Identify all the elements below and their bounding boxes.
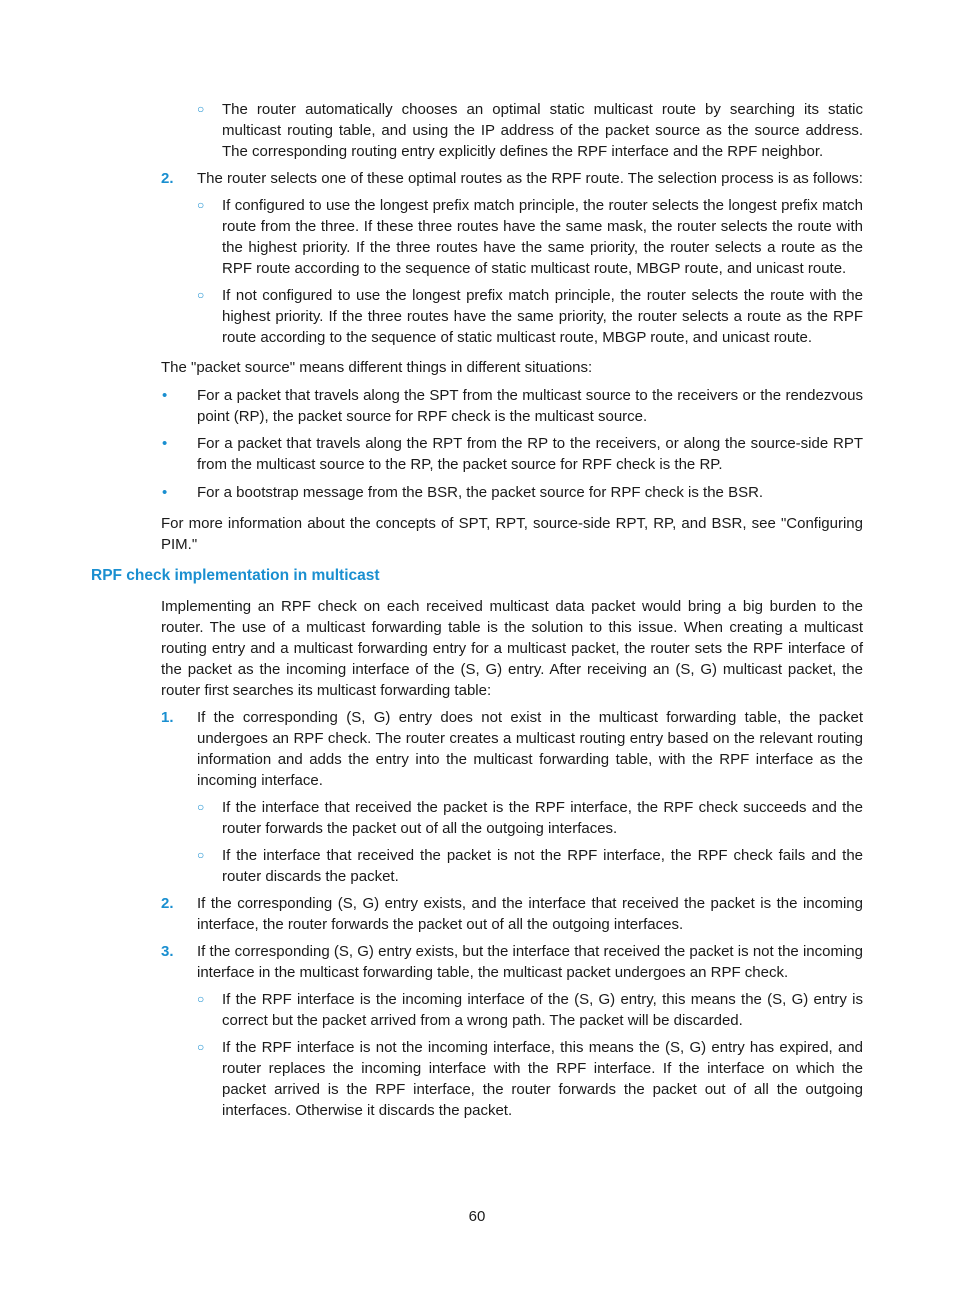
bullet-text: For a bootstrap message from the BSR, the packet source for RPF check is the BSR. [197, 484, 764, 501]
sub-bullet-text: The router automatically chooses an optimal static multicast route by searching its static multicast routing table, and using the IP address of the packet source as the source address. The corresponding routing entry explicitly defines the RPF interface and the RPF neighbor. [222, 101, 863, 160]
hollow-circle-bullet-icon: ○ [197, 1040, 205, 1054]
bullet-dot-icon: • [162, 435, 168, 452]
sub-bullet-item [197, 285, 863, 348]
numbered-step [161, 707, 863, 791]
numbered-step [161, 941, 863, 983]
step-text: If the corresponding (S, G) entry exists, and the interface that received the packet is the incoming interface, the router forwards the packet out of all the outgoing interfaces. [197, 895, 863, 933]
body-paragraph: For more information about the concepts of SPT, RPT, source-side RPT, RP, and BSR, see "Configuring PIM." [161, 515, 863, 553]
hollow-circle-bullet-icon: ○ [197, 198, 205, 212]
numbered-step [161, 893, 863, 935]
sub-bullet-item [197, 99, 863, 162]
step-text: If the corresponding (S, G) entry does not exist in the multicast forwarding table, the packet undergoes an RPF check. The router creates a multicast routing entry based on the relevant routing information and adds the entry into the multicast forwarding table, with the RPF interface as the incoming interface. [197, 709, 863, 789]
step-text: The router selects one of these optimal routes as the RPF route. The selection process is as follows: [197, 170, 863, 187]
step-number: 2. [161, 170, 174, 187]
sub-bullet-item [197, 797, 863, 839]
bullet-text: For a packet that travels along the RPT from the RP to the receivers, or along the source-side RPT from the multicast source to the RP, the packet source for RPF check is the RP. [197, 435, 863, 473]
sub-bullet-text: If the interface that received the packet is the RPF interface, the RPF check succeeds and the router forwards the packet out of all the outgoing interfaces. [222, 799, 863, 837]
bullet-text: For a packet that travels along the SPT from the multicast source to the receivers or the rendezvous point (RP), the packet source for RPF check is the multicast source. [197, 387, 863, 425]
sub-bullet-text: If configured to use the longest prefix match principle, the router selects the longest prefix match route from the three. If these three routes have the same mask, the router selects the route with the highest priority. If the three routes have the same priority, the router selects a route as the RPF route according to the sequence of static multicast route, MBGP route, and unicast route. [222, 197, 863, 277]
sub-bullet-item [197, 989, 863, 1031]
hollow-circle-bullet-icon: ○ [197, 800, 205, 814]
step-number: 1. [161, 709, 174, 726]
page-number: 60 [468, 1208, 486, 1225]
step-text: If the corresponding (S, G) entry exists, but the interface that received the packet is not the incoming interface in the multicast forwarding table, the multicast packet undergoes an RPF check. [197, 943, 863, 981]
sub-bullet-item [197, 845, 863, 887]
sub-bullet-text: If the RPF interface is not the incoming interface, this means the (S, G) entry has expired, and router replaces the incoming interface with the RPF interface. If the interface on which the packet arrived is the RPF interface, the router forwards the packet out of all the outgoing interfaces. Otherwise it discards the packet. [222, 1039, 863, 1119]
sub-bullet-text: If not configured to use the longest prefix match principle, the router selects the route with the highest priority. If the three routes have the same priority, the router selects a route as the RPF route according to the sequence of static multicast route, MBGP route, and unicast route. [222, 287, 863, 346]
hollow-circle-bullet-icon: ○ [197, 102, 205, 116]
bullet-dot-icon: • [162, 387, 168, 404]
sub-bullet-item [197, 195, 863, 279]
sub-bullet-text: If the interface that received the packet is not the RPF interface, the RPF check fails and the router discards the packet. [222, 847, 863, 885]
step-number: 3. [161, 943, 174, 960]
sub-bullet-text: If the RPF interface is the incoming interface of the (S, G) entry, this means the (S, G) entry is correct but the packet arrived from a wrong path. The packet will be discarded. [222, 991, 863, 1029]
sub-bullet-item [197, 1037, 863, 1121]
bullet-item [162, 482, 863, 503]
page-content [0, 99, 954, 1121]
body-paragraph: The "packet source" means different things in different situations: [161, 359, 593, 376]
section-heading: RPF check implementation in multicast [91, 567, 380, 584]
hollow-circle-bullet-icon: ○ [197, 992, 205, 1006]
body-paragraph: Implementing an RPF check on each received multicast data packet would bring a big burden to the router. The use of a multicast forwarding table is the solution to this issue. When creating a multicast routing entry and a multicast forwarding entry for a multicast packet, the router sets the RPF interface of the packet as the incoming interface of the (S, G) entry. After receiving an (S, G) multicast packet, the router first searches its multicast forwarding table: [161, 598, 863, 699]
step-number: 2. [161, 895, 174, 912]
hollow-circle-bullet-icon: ○ [197, 848, 205, 862]
hollow-circle-bullet-icon: ○ [197, 288, 205, 302]
bullet-dot-icon: • [162, 484, 168, 501]
bullet-item [162, 385, 863, 427]
numbered-step [161, 168, 863, 189]
bullet-item [162, 433, 863, 475]
